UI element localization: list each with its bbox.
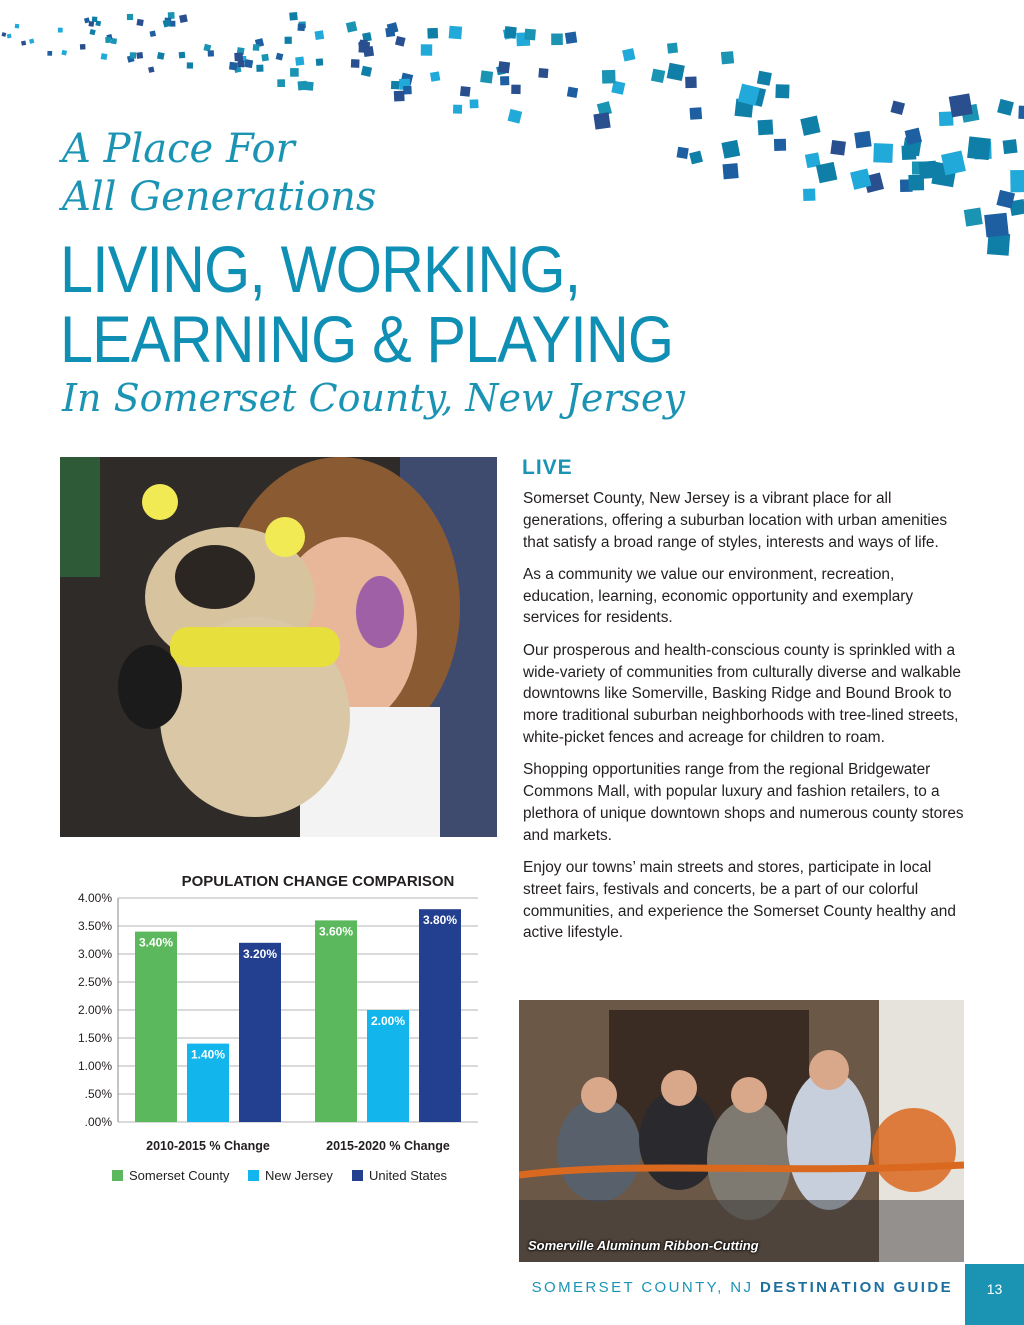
live-paragraph-3: Our prosperous and health-conscious county is sprinkled with a wide-variety of communities from culturally diverse and walkable downtowns like Somerville, Basking Ridge and Bound Brook to more traditional suburban neighborhoods with tree-lined streets, white-picket fences and acreage for children to roam. (523, 641, 961, 746)
y-tick-label: .00% (84, 1115, 112, 1129)
decorative-square (385, 27, 395, 37)
bar-value-label: 3.40% (138, 935, 174, 950)
decorative-square (508, 109, 523, 124)
live-paragraph-4: Shopping opportunities range from the regional Bridgewater Commons Mall, with popular luxury and fashion retailers, to a plethora of unique downtown shops and numerous county stores and markets. (523, 761, 964, 844)
decorative-square (363, 46, 374, 57)
decorative-square (984, 213, 1009, 238)
decorative-square (394, 91, 405, 102)
decorative-square (593, 112, 610, 129)
photo-ribbon-cutting-illustration (519, 1000, 964, 1262)
live-paragraph-5: Enjoy our towns’ main streets and stores, participate in local street fairs, festivals and concerts, be a part of our colorful communities, and experience the Somerset County healthy and active lifestyle. (523, 858, 956, 942)
decorative-square (105, 37, 111, 43)
footer-prefix: SOMERSET COUNTY, NJ (531, 1279, 760, 1296)
bar-value-label: 3.60% (318, 924, 354, 939)
decorative-square (187, 62, 193, 68)
population-change-chart (60, 864, 490, 1204)
decorative-square (136, 52, 143, 59)
decorative-square (237, 60, 244, 67)
decorative-square (504, 26, 517, 39)
decorative-square (775, 84, 789, 98)
decorative-square (470, 99, 479, 108)
decorative-square (1018, 106, 1024, 120)
decorative-square (1010, 170, 1024, 193)
decorative-square (403, 86, 412, 95)
decorative-square (919, 161, 937, 179)
y-tick-label: 1.50% (77, 1031, 112, 1045)
y-tick-label: .50% (84, 1087, 112, 1101)
decorative-square (997, 99, 1014, 116)
decorative-square (208, 50, 214, 56)
decorative-square (80, 44, 86, 50)
decorative-square (757, 71, 772, 86)
decorative-square (890, 100, 905, 115)
y-tick-label: 1.00% (77, 1059, 112, 1073)
legend-label: Somerset County (129, 1168, 230, 1183)
legend-swatch (112, 1170, 123, 1181)
script-heading-line1: A Place For (62, 126, 295, 172)
decorative-square (61, 50, 67, 56)
legend-label: United States (369, 1168, 448, 1183)
decorative-square (816, 162, 837, 183)
decorative-square (685, 77, 697, 89)
y-tick-label: 2.00% (77, 1003, 112, 1017)
bar-value-label: 1.40% (190, 1047, 226, 1062)
decorative-square (285, 37, 292, 44)
decorative-square (295, 57, 304, 66)
decorative-square (677, 147, 689, 159)
decorative-square (721, 51, 734, 64)
headline-subtitle: In Somerset County, New Jersey (62, 376, 685, 420)
decorative-square (524, 29, 536, 41)
decorative-square (453, 105, 462, 114)
y-tick-label: 3.50% (77, 919, 112, 933)
decorative-square (179, 52, 186, 59)
y-tick-label: 3.00% (77, 947, 112, 961)
decorative-square (148, 66, 154, 72)
bar (135, 932, 177, 1122)
decorative-square (297, 81, 307, 91)
decorative-square (854, 131, 871, 148)
decorative-square (316, 58, 323, 65)
legend-swatch (248, 1170, 259, 1181)
footer-publication-title (532, 1279, 953, 1296)
decorative-square (179, 14, 188, 23)
decorative-square (480, 70, 493, 83)
decorative-square (150, 31, 157, 38)
decorative-square (1003, 139, 1018, 154)
decorative-square (500, 76, 509, 85)
photo-girl-with-pug-illustration (60, 457, 497, 837)
decorative-square (88, 21, 94, 27)
decorative-square (297, 24, 305, 32)
live-paragraph-2: As a community we value our environment, recreation, education, learning, economic opportunity and exemplary services for residents. (523, 565, 914, 627)
chart-title: POPULATION CHANGE COMPARISON (181, 873, 455, 890)
decorative-square (449, 26, 463, 40)
decorative-square (565, 32, 577, 44)
decorative-square (95, 20, 101, 26)
decorative-square (430, 71, 440, 81)
bar (419, 909, 461, 1122)
decorative-square (47, 51, 52, 56)
decorative-square (89, 29, 95, 35)
decorative-square (873, 143, 893, 163)
decorative-square (803, 189, 815, 201)
decorative-square (567, 87, 578, 98)
y-tick-label: 2.50% (77, 975, 112, 989)
headline-line2: LEARNING & PLAYING (60, 302, 674, 376)
decorative-square (290, 68, 299, 77)
decorative-square (964, 208, 983, 227)
decorative-square (1, 32, 6, 37)
decorative-square (361, 66, 372, 77)
decorative-square (29, 39, 34, 44)
live-section-title: LIVE (522, 456, 573, 479)
y-tick-label: 4.00% (77, 891, 112, 905)
decorative-square (346, 21, 358, 33)
decorative-square (351, 59, 360, 68)
decorative-square (460, 86, 471, 97)
live-body-text (523, 488, 965, 955)
decorative-square (234, 52, 243, 61)
decorative-square (244, 59, 253, 68)
decorative-square (289, 12, 298, 21)
headline-line1: LIVING, WORKING, (60, 232, 581, 306)
decorative-square (689, 151, 703, 165)
bar-value-label: 3.20% (242, 946, 278, 961)
photo-ribbon-cutting (519, 1000, 964, 1262)
population-change-chart-svg (60, 864, 490, 1204)
decorative-square (58, 28, 63, 33)
decorative-square (722, 163, 738, 179)
decorative-square (602, 70, 616, 84)
footer-bold-title: DESTINATION GUIDE (759, 1279, 953, 1296)
decorative-square (511, 85, 520, 94)
x-category-label: 2010-2015 % Change (146, 1139, 270, 1153)
decorative-square (800, 116, 820, 136)
decorative-square (101, 53, 108, 60)
decorative-square (830, 140, 846, 156)
legend-swatch (352, 1170, 363, 1181)
decorative-square (667, 43, 678, 54)
decorative-square (7, 34, 12, 39)
decorative-square (622, 48, 635, 61)
decorative-square (538, 68, 548, 78)
bar (239, 943, 281, 1122)
decorative-square (421, 44, 432, 55)
decorative-square (941, 151, 966, 176)
decorative-square (130, 52, 136, 58)
decorative-square (651, 69, 665, 83)
decorative-square (939, 111, 954, 126)
decorative-square (261, 54, 269, 62)
decorative-square (395, 36, 406, 47)
decorative-square (498, 61, 510, 73)
decorative-square (277, 79, 285, 87)
legend-label: New Jersey (265, 1168, 333, 1183)
decorative-square (127, 14, 133, 20)
decorative-square (136, 19, 143, 26)
decorative-square (391, 81, 400, 90)
photo-girl-with-pug (60, 457, 497, 837)
decorative-square (276, 53, 284, 61)
decorative-square (253, 44, 260, 51)
decorative-square (967, 136, 991, 160)
decorative-square (229, 62, 238, 71)
bar-value-label: 2.00% (370, 1014, 406, 1028)
photo-caption: Somerville Aluminum Ribbon-Cutting (528, 1238, 759, 1253)
script-heading-line2: All Generations (62, 174, 377, 220)
decorative-square (949, 93, 973, 117)
decorative-square (21, 41, 26, 46)
decorative-square (721, 140, 740, 159)
decorative-square (15, 24, 20, 29)
decorative-square (427, 28, 438, 39)
decorative-square (315, 30, 325, 40)
decorative-square (157, 52, 165, 60)
decorative-square (758, 119, 774, 135)
decorative-square (667, 63, 685, 81)
decorative-square (551, 33, 563, 45)
bar-value-label: 3.80% (422, 913, 458, 928)
decorative-square (690, 107, 703, 120)
page-number: 13 (965, 1264, 1024, 1325)
live-paragraph-1: Somerset County, New Jersey is a vibrant place for all generations, offering a suburban location with urban amenities that satisfy a broad range of styles, interests and ways of life. (523, 490, 948, 551)
bar (315, 920, 357, 1122)
decorative-square (256, 65, 263, 72)
x-category-label: 2015-2020 % Change (326, 1139, 450, 1153)
decorative-square (774, 139, 786, 151)
